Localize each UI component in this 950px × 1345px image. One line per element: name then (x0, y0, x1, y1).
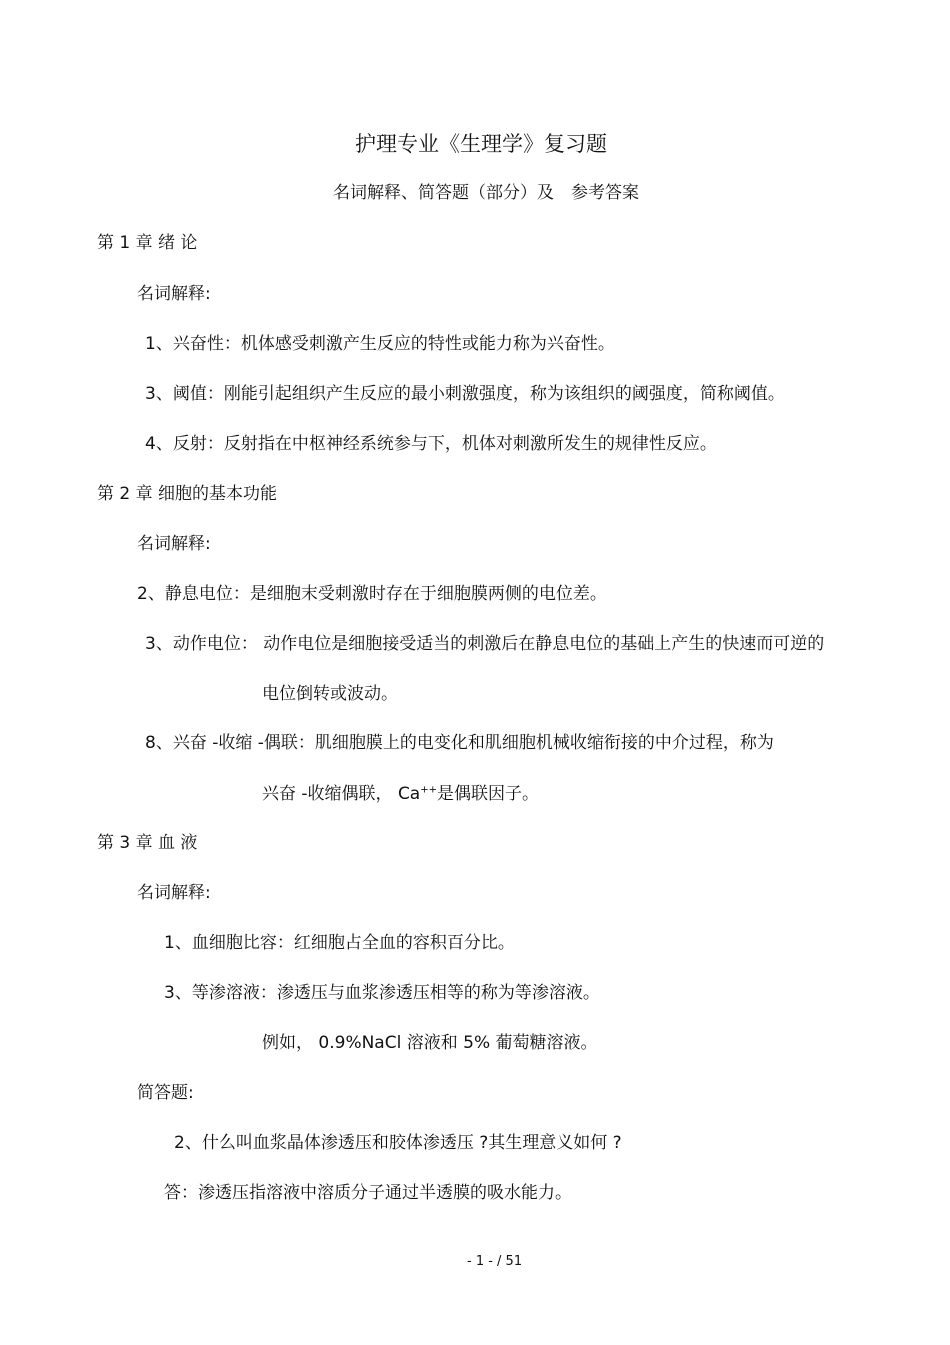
chapter-2-item-3-continuation: 电位倒转或波动。 (262, 684, 398, 704)
page-number: - 1 - / 51 (467, 1254, 523, 1269)
chapter-3-heading: 第 3 章 血 液 (97, 833, 198, 853)
item-8-text-before: 兴奋 -收缩偶联， Ca (262, 784, 421, 804)
chapter-3-terms-label: 名词解释: (137, 883, 211, 903)
chapter-1-item-1: 1、兴奋性：机体感受刺激产生反应的特性或能力称为兴奋性。 (145, 334, 615, 354)
chapter-2-heading: 第 2 章 细胞的基本功能 (97, 484, 278, 504)
chapter-1-heading: 第 1 章 绪 论 (97, 233, 198, 253)
chapter-3-answer-2: 答：渗透压指溶液中溶质分子通过半透膜的吸水能力。 (164, 1183, 572, 1203)
chapter-2-terms-label: 名词解释: (137, 534, 211, 554)
chapter-2-item-8: 8、兴奋 -收缩 -偶联：肌细胞膜上的电变化和肌细胞机械收缩衔接的中介过程，称为 (145, 733, 774, 753)
document-subtitle: 名词解释、简答题（部分）及 参考答案 (333, 183, 639, 203)
chapter-2-item-2: 2、静息电位：是细胞末受刺激时存在于细胞膜两侧的电位差。 (137, 584, 607, 604)
chapter-1-item-3: 3、阈值：刚能引起组织产生反应的最小刺激强度，称为该组织的阈强度，简称阈值。 (145, 384, 785, 404)
chapter-3-item-3: 3、等渗溶液：渗透压与血浆渗透压相等的称为等渗溶液。 (164, 983, 600, 1003)
chapter-3-item-3-example: 例如， 0.9%NaCl 溶液和 5% 葡萄糖溶液。 (262, 1033, 598, 1053)
chapter-2-item-8-continuation (262, 783, 539, 805)
chapter-3-item-1: 1、血细胞比容：红细胞占全血的容积百分比。 (164, 933, 515, 953)
chapter-3-short-answer-label: 简答题: (137, 1083, 194, 1103)
chapter-2-item-3: 3、动作电位： 动作电位是细胞接受适当的刺激后在静息电位的基础上产生的快速而可逆的 (145, 634, 825, 654)
chapter-3-question-2: 2、什么叫血浆晶体渗透压和胶体渗透压 ?其生理意义如何 ? (174, 1133, 622, 1153)
chapter-1-terms-label: 名词解释: (137, 284, 211, 304)
item-8-text-after: 是偶联因子。 (437, 784, 539, 804)
calcium-charge-superscript: ++ (420, 784, 437, 796)
document-title: 护理专业《生理学》复习题 (355, 132, 607, 156)
chapter-1-item-4: 4、反射：反射指在中枢神经系统参与下，机体对刺激所发生的规律性反应。 (145, 434, 717, 454)
